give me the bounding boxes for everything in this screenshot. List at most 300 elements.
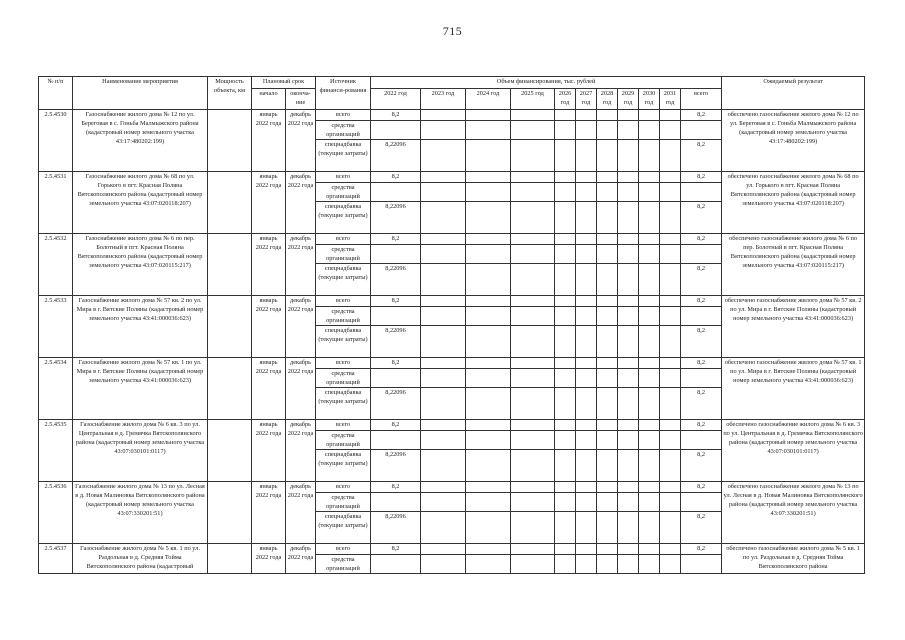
row-value-empty	[511, 555, 555, 574]
row-value-empty	[466, 369, 511, 388]
row-value-2022: 8,22096	[371, 512, 421, 544]
row-source: средства организаций	[316, 183, 371, 202]
row-value-empty	[555, 369, 576, 388]
row-value-empty	[618, 512, 639, 544]
row-value-empty	[511, 110, 555, 121]
row-value-empty	[597, 431, 618, 450]
row-value-2022: 8,22096	[371, 326, 421, 358]
row-end: декабрь 2022 года	[286, 420, 316, 482]
row-value-empty	[639, 140, 660, 172]
row-code: 2.5.4537	[39, 544, 73, 574]
row-value-empty	[576, 358, 597, 369]
row-value-empty	[597, 544, 618, 555]
row-result: обеспечено газоснабжение жилого дома № 5 кв. 1 по ул. Раздольная в д. Средняя Тойма Вятскополянского района	[722, 544, 865, 574]
row-value-empty	[576, 264, 597, 296]
row-value-2022	[371, 183, 421, 202]
row-value-empty	[466, 512, 511, 544]
row-value-empty	[597, 388, 618, 420]
row-value-empty	[555, 307, 576, 326]
row-value-total: 8,2	[681, 420, 722, 431]
row-value-empty	[660, 450, 681, 482]
row-value-empty	[421, 245, 466, 264]
row-value-empty	[511, 307, 555, 326]
row-value-total	[681, 307, 722, 326]
row-value-empty	[511, 544, 555, 555]
row-code: 2.5.4535	[39, 420, 73, 482]
row-start: январь 2022 года	[252, 358, 286, 420]
row-value-empty	[576, 245, 597, 264]
header-period-start: начало	[252, 89, 286, 110]
row-value-empty	[466, 110, 511, 121]
row-value-empty	[466, 172, 511, 183]
row-value-empty	[555, 326, 576, 358]
row-value-empty	[660, 431, 681, 450]
row-start: январь 2022 года	[252, 172, 286, 234]
row-value-empty	[421, 493, 466, 512]
row-value-empty	[511, 482, 555, 493]
row-value-2022: 8,2	[371, 420, 421, 431]
row-result: обеспечено газоснабжение жилого дома № 6 кв. 3 по ул. Центральная в д. Гремячка Вятскополянского района (кадастровый номер земельного участка 43:07:030101:0117)	[722, 420, 865, 482]
row-value-empty	[660, 296, 681, 307]
header-year-2030: 2030 год	[639, 89, 660, 110]
row-value-empty	[576, 296, 597, 307]
row-value-empty	[618, 172, 639, 183]
table-row	[39, 420, 865, 431]
row-value-empty	[466, 358, 511, 369]
row-end: декабрь 2022 года	[286, 544, 316, 574]
row-end: декабрь 2022 года	[286, 296, 316, 358]
row-value-empty	[511, 493, 555, 512]
table-row	[39, 358, 865, 369]
row-value-empty	[466, 388, 511, 420]
row-source: средства организаций	[316, 493, 371, 512]
row-source: спецнадбавка (текущие затраты)	[316, 512, 371, 544]
row-start: январь 2022 года	[252, 110, 286, 172]
row-start: январь 2022 года	[252, 296, 286, 358]
row-value-empty	[597, 245, 618, 264]
row-value-empty	[597, 121, 618, 140]
row-source: всего	[316, 420, 371, 431]
funding-table	[38, 76, 865, 574]
row-source: спецнадбавка (текущие затраты)	[316, 202, 371, 234]
header-year-2026: 2026 год	[555, 89, 576, 110]
row-value-empty	[555, 388, 576, 420]
row-value-empty	[618, 264, 639, 296]
row-value-empty	[421, 234, 466, 245]
row-source: всего	[316, 482, 371, 493]
row-value-empty	[511, 264, 555, 296]
row-value-empty	[576, 172, 597, 183]
row-value-empty	[466, 296, 511, 307]
row-value-2022: 8,2	[371, 110, 421, 121]
row-value-total: 8,2	[681, 110, 722, 121]
row-value-2022: 8,22096	[371, 450, 421, 482]
row-value-empty	[618, 388, 639, 420]
row-value-empty	[639, 245, 660, 264]
table-row	[39, 172, 865, 183]
row-value-empty	[421, 431, 466, 450]
row-value-empty	[597, 183, 618, 202]
row-value-empty	[618, 544, 639, 555]
row-source: средства организаций	[316, 431, 371, 450]
row-value-total	[681, 369, 722, 388]
row-value-empty	[576, 555, 597, 574]
row-value-empty	[576, 420, 597, 431]
row-value-empty	[639, 358, 660, 369]
row-value-empty	[618, 296, 639, 307]
row-value-empty	[511, 388, 555, 420]
row-value-total: 8,2	[681, 172, 722, 183]
row-value-empty	[597, 482, 618, 493]
row-value-empty	[597, 264, 618, 296]
row-code: 2.5.4532	[39, 234, 73, 296]
row-value-empty	[421, 110, 466, 121]
row-value-empty	[639, 450, 660, 482]
row-code: 2.5.4534	[39, 358, 73, 420]
row-value-empty	[576, 450, 597, 482]
row-value-empty	[555, 234, 576, 245]
row-value-empty	[618, 326, 639, 358]
row-value-empty	[618, 110, 639, 121]
row-value-empty	[576, 369, 597, 388]
row-value-empty	[576, 482, 597, 493]
row-value-total: 8,2	[681, 326, 722, 358]
row-source: спецнадбавка (текущие затраты)	[316, 450, 371, 482]
row-value-empty	[639, 493, 660, 512]
row-value-empty	[511, 358, 555, 369]
row-value-empty	[618, 307, 639, 326]
header-funding: Объем финансирования, тыс. рублей	[371, 77, 722, 89]
row-code: 2.5.4530	[39, 110, 73, 172]
row-value-empty	[618, 493, 639, 512]
row-value-empty	[421, 358, 466, 369]
header-name: Наименование мероприятия	[73, 77, 208, 110]
row-value-empty	[639, 544, 660, 555]
row-value-empty	[639, 512, 660, 544]
header-period-end: оконча-ние	[286, 89, 316, 110]
row-source: спецнадбавка (текущие затраты)	[316, 326, 371, 358]
row-value-empty	[421, 172, 466, 183]
row-capacity	[208, 296, 252, 358]
row-value-empty	[576, 121, 597, 140]
row-value-empty	[597, 512, 618, 544]
row-value-empty	[660, 555, 681, 574]
row-capacity	[208, 482, 252, 544]
row-value-total	[681, 431, 722, 450]
row-result: обеспечено газоснабжение жилого дома № 68 по ул. Горького в пгт. Красная Поляна Вятскополянского района (кадастровый номер земельного участка 43:07:020118:207)	[722, 172, 865, 234]
row-value-empty	[660, 369, 681, 388]
row-value-empty	[597, 358, 618, 369]
row-value-empty	[597, 202, 618, 234]
row-result: обеспечено газоснабжение жилого дома № 57 кв. 1 по ул. Мира в г. Вятские Поляны (кадастровый номер земельного участка 43:41:000036:623)	[722, 358, 865, 420]
row-value-empty	[421, 369, 466, 388]
row-value-empty	[555, 431, 576, 450]
row-value-total	[681, 245, 722, 264]
row-name: Газоснабжение жилого дома № 12 по ул. Береговая в с. Гоньба Малмыжского района (кадастровый номер земельного участка 43:17:480202:199)	[73, 110, 208, 172]
header-period: Плановый срок	[252, 77, 316, 89]
row-value-empty	[660, 183, 681, 202]
row-value-empty	[421, 121, 466, 140]
row-value-empty	[511, 296, 555, 307]
row-value-empty	[639, 202, 660, 234]
table-row	[39, 296, 865, 307]
row-value-empty	[466, 264, 511, 296]
row-value-empty	[511, 450, 555, 482]
row-value-2022: 8,22096	[371, 140, 421, 172]
header-year-2027: 2027 год	[576, 89, 597, 110]
row-value-empty	[618, 431, 639, 450]
row-value-empty	[618, 140, 639, 172]
row-value-empty	[660, 202, 681, 234]
row-value-empty	[555, 183, 576, 202]
row-value-empty	[618, 420, 639, 431]
row-value-empty	[660, 140, 681, 172]
row-value-empty	[555, 544, 576, 555]
header-source: Источник финанси-рования	[316, 77, 371, 110]
row-value-empty	[618, 183, 639, 202]
row-value-empty	[597, 326, 618, 358]
row-value-empty	[466, 544, 511, 555]
header-year-2029: 2029 год	[618, 89, 639, 110]
row-value-empty	[576, 326, 597, 358]
row-value-empty	[639, 296, 660, 307]
row-value-empty	[597, 110, 618, 121]
row-value-empty	[660, 512, 681, 544]
row-value-empty	[555, 140, 576, 172]
row-value-empty	[597, 450, 618, 482]
row-value-empty	[576, 388, 597, 420]
row-value-empty	[555, 245, 576, 264]
row-value-total: 8,2	[681, 450, 722, 482]
table-body	[39, 110, 865, 574]
row-value-empty	[555, 512, 576, 544]
row-value-empty	[421, 482, 466, 493]
row-code: 2.5.4536	[39, 482, 73, 544]
row-name: Газоснабжение жилого дома № 13 по ул. Лесная в д. Новая Малиновка Вятскополянского района (кадастровый номер земельного участка 43:07:330201:51)	[73, 482, 208, 544]
row-value-total: 8,2	[681, 296, 722, 307]
row-value-empty	[555, 358, 576, 369]
row-value-empty	[511, 512, 555, 544]
row-value-empty	[597, 420, 618, 431]
row-value-empty	[597, 369, 618, 388]
row-value-total: 8,2	[681, 234, 722, 245]
row-value-empty	[466, 245, 511, 264]
row-value-empty	[618, 369, 639, 388]
row-value-empty	[466, 431, 511, 450]
row-value-empty	[511, 326, 555, 358]
row-value-empty	[555, 202, 576, 234]
row-value-empty	[639, 482, 660, 493]
row-value-empty	[555, 493, 576, 512]
row-source: спецнадбавка (текущие затраты)	[316, 388, 371, 420]
row-capacity	[208, 172, 252, 234]
row-value-2022	[371, 555, 421, 574]
row-value-empty	[660, 110, 681, 121]
row-value-2022	[371, 431, 421, 450]
row-value-total: 8,2	[681, 544, 722, 555]
row-value-empty	[555, 555, 576, 574]
row-value-total	[681, 493, 722, 512]
row-value-empty	[660, 234, 681, 245]
row-start: январь 2022 года	[252, 234, 286, 296]
row-value-empty	[639, 431, 660, 450]
row-value-2022	[371, 121, 421, 140]
row-name: Газоснабжение жилого дома № 57 кв. 2 по ул. Мира в г. Вятские Поляны (кадастровый номер земельного участка 43:41:000036:623)	[73, 296, 208, 358]
row-value-empty	[555, 450, 576, 482]
row-source: всего	[316, 172, 371, 183]
row-value-empty	[511, 140, 555, 172]
row-name: Газоснабжение жилого дома № 68 по ул. Горького в пгт. Красная Поляна Вятскополянского района (кадастровый номер земельного участка 43:07:020118:207)	[73, 172, 208, 234]
row-source: средства организаций	[316, 245, 371, 264]
row-value-total: 8,2	[681, 358, 722, 369]
row-value-empty	[511, 183, 555, 202]
row-value-empty	[421, 264, 466, 296]
row-name: Газоснабжение жилого дома № 57 кв. 1 по ул. Мира в г. Вятские Поляны (кадастровый номер земельного участка 43:41:000036:623)	[73, 358, 208, 420]
table-row	[39, 544, 865, 555]
row-value-empty	[576, 544, 597, 555]
row-value-empty	[466, 420, 511, 431]
row-value-empty	[639, 183, 660, 202]
row-value-empty	[555, 264, 576, 296]
row-value-empty	[576, 307, 597, 326]
row-source: всего	[316, 110, 371, 121]
row-value-2022: 8,22096	[371, 202, 421, 234]
row-value-empty	[639, 555, 660, 574]
row-value-empty	[421, 420, 466, 431]
row-capacity	[208, 358, 252, 420]
row-value-empty	[639, 326, 660, 358]
row-value-total: 8,2	[681, 264, 722, 296]
table-row	[39, 482, 865, 493]
header-year-2022: 2022 год	[371, 89, 421, 110]
row-value-empty	[639, 264, 660, 296]
table-row	[39, 234, 865, 245]
row-value-empty	[511, 202, 555, 234]
row-value-empty	[555, 420, 576, 431]
row-value-empty	[618, 450, 639, 482]
row-capacity	[208, 544, 252, 574]
row-value-2022: 8,22096	[371, 388, 421, 420]
row-result: обеспечено газоснабжение жилого дома № 57 кв. 2 по ул. Мира в г. Вятские Поляны (кадастровый номер земельного участка 43:41:000036:623)	[722, 296, 865, 358]
row-value-2022: 8,2	[371, 482, 421, 493]
row-capacity	[208, 420, 252, 482]
row-value-empty	[597, 307, 618, 326]
row-value-empty	[639, 307, 660, 326]
row-value-empty	[511, 245, 555, 264]
row-value-empty	[597, 555, 618, 574]
row-value-empty	[597, 234, 618, 245]
row-value-empty	[660, 544, 681, 555]
row-value-total: 8,2	[681, 512, 722, 544]
row-value-empty	[555, 296, 576, 307]
row-value-empty	[576, 234, 597, 245]
row-value-total: 8,2	[681, 388, 722, 420]
row-name: Газоснабжение жилого дома № 6 по пер. Болотный в пгт. Красная Поляна Вятскополянского района (кадастровый номер земельного участка 43:07:020115:217)	[73, 234, 208, 296]
row-value-empty	[421, 202, 466, 234]
row-value-empty	[576, 110, 597, 121]
row-value-total: 8,2	[681, 202, 722, 234]
header-result: Ожидаемый результат	[722, 77, 865, 110]
row-value-empty	[597, 296, 618, 307]
row-value-empty	[660, 388, 681, 420]
row-value-empty	[597, 493, 618, 512]
row-value-empty	[618, 245, 639, 264]
row-source: средства организаций	[316, 307, 371, 326]
row-value-empty	[511, 172, 555, 183]
row-source: всего	[316, 358, 371, 369]
row-source: средства организаций	[316, 369, 371, 388]
table-row	[39, 110, 865, 121]
row-value-empty	[511, 121, 555, 140]
row-value-empty	[421, 183, 466, 202]
page-number: 715	[442, 24, 463, 38]
row-value-2022: 8,2	[371, 358, 421, 369]
row-value-empty	[421, 544, 466, 555]
row-value-empty	[618, 121, 639, 140]
row-value-empty	[466, 307, 511, 326]
row-end: декабрь 2022 года	[286, 234, 316, 296]
row-value-2022	[371, 493, 421, 512]
row-capacity	[208, 110, 252, 172]
row-start: январь 2022 года	[252, 482, 286, 544]
row-value-2022: 8,2	[371, 172, 421, 183]
row-value-empty	[618, 202, 639, 234]
header-year-2031: 2031 год	[660, 89, 681, 110]
row-value-total	[681, 121, 722, 140]
row-value-empty	[576, 202, 597, 234]
row-value-empty	[660, 264, 681, 296]
row-value-empty	[421, 555, 466, 574]
row-value-empty	[597, 140, 618, 172]
row-value-empty	[639, 172, 660, 183]
row-value-2022: 8,22096	[371, 264, 421, 296]
row-value-empty	[660, 172, 681, 183]
row-value-empty	[555, 110, 576, 121]
row-result: обеспечено газоснабжение жилого дома № 12 по ул. Береговая в с. Гоньба Малмыжского района (кадастровый номер земельного участка 43:17:480202:199)	[722, 110, 865, 172]
row-value-empty	[576, 493, 597, 512]
row-value-empty	[660, 358, 681, 369]
header-capacity: Мощность объекта, км	[208, 77, 252, 110]
row-value-empty	[466, 121, 511, 140]
row-value-empty	[576, 183, 597, 202]
row-value-empty	[421, 326, 466, 358]
row-capacity	[208, 234, 252, 296]
header-total: всего	[681, 89, 722, 110]
row-value-empty	[639, 420, 660, 431]
row-value-empty	[639, 121, 660, 140]
row-value-empty	[576, 431, 597, 450]
header-num: № п/п	[39, 77, 73, 110]
row-value-empty	[421, 512, 466, 544]
row-source: всего	[316, 544, 371, 555]
row-value-empty	[466, 234, 511, 245]
row-value-2022	[371, 369, 421, 388]
row-code: 2.5.4531	[39, 172, 73, 234]
row-value-empty	[511, 431, 555, 450]
row-value-empty	[660, 245, 681, 264]
row-end: декабрь 2022 года	[286, 482, 316, 544]
row-value-empty	[555, 172, 576, 183]
row-source: спецнадбавка (текущие затраты)	[316, 140, 371, 172]
row-value-total: 8,2	[681, 140, 722, 172]
row-value-empty	[618, 555, 639, 574]
row-end: декабрь 2022 года	[286, 110, 316, 172]
row-value-empty	[618, 482, 639, 493]
row-value-2022	[371, 245, 421, 264]
row-value-empty	[639, 234, 660, 245]
row-value-empty	[660, 493, 681, 512]
header-year-2023: 2023 год	[421, 89, 466, 110]
